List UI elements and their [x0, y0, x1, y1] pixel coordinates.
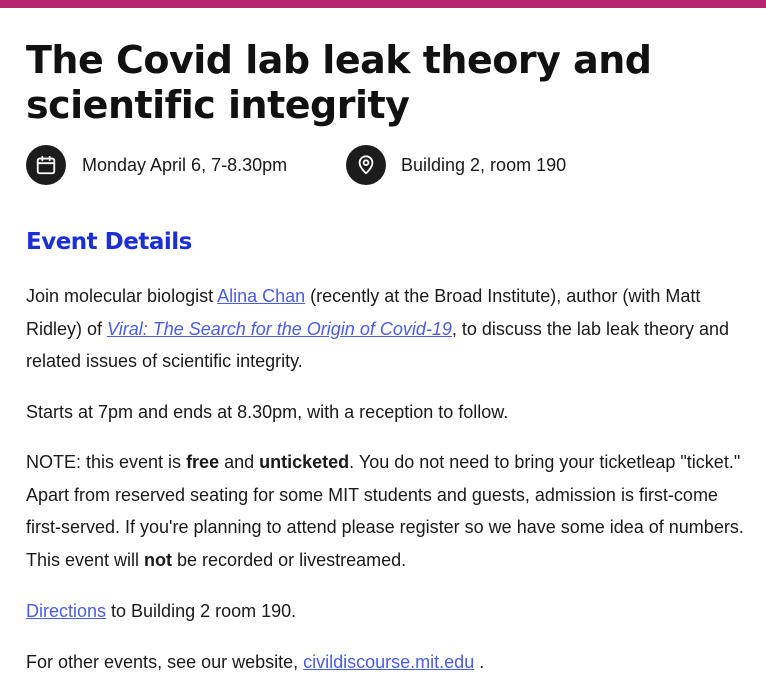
website-text: For other events, see our website, [26, 652, 304, 672]
event-date [26, 145, 287, 185]
note-text: be recorded or livestreamed. [172, 549, 407, 570]
event-title: The Covid lab leak theory and scientific integrity [26, 38, 652, 127]
directions-paragraph [26, 595, 754, 628]
free-emphasis: free [186, 452, 220, 472]
speaker-link[interactable]: Alina Chan [217, 286, 306, 306]
unticketed-emphasis: unticketed [259, 452, 350, 472]
note-text: NOTE: this event is [26, 452, 187, 472]
top-accent-bar [0, 0, 766, 8]
note-paragraph [26, 446, 754, 576]
website-paragraph [26, 646, 754, 679]
intro-text: Join molecular biologist [26, 286, 218, 306]
intro-paragraph [26, 280, 754, 378]
intro-text: , to discuss the lab leak theory and related issues of scientific integrity. [26, 318, 730, 371]
website-text: . [474, 652, 485, 672]
book-link[interactable]: Viral: The Search for the Origin of Covid-19 [107, 318, 452, 339]
note-text: and [219, 452, 260, 472]
intro-text: (recently at the Broad Institute), author (with Matt Ridley) of [26, 286, 701, 339]
not-emphasis: not [144, 549, 173, 570]
directions-text: to Building 2 room 190. [106, 601, 297, 621]
note-text: . You do not need to bring your ticketleap "ticket." Apart from reserved seating for some MIT students and guests, admission is first-come first-served. If you're planning to attend please register so we have some idea of numbers. This event will [26, 452, 744, 570]
schedule-text: Starts at 7pm and ends at 8.30pm, with a reception to follow. [26, 402, 509, 422]
event-location-text: Building 2, room 190 [401, 154, 567, 175]
event-location [346, 145, 566, 185]
directions-link[interactable]: Directions [26, 601, 107, 621]
event-date-text: Monday April 6, 7-8.30pm [82, 154, 288, 175]
schedule-paragraph [26, 396, 754, 429]
event-details-heading: Event Details [26, 229, 192, 255]
website-link[interactable]: civildiscourse.mit.edu [303, 652, 475, 672]
map-pin-icon [346, 145, 386, 185]
calendar-icon [26, 145, 66, 185]
